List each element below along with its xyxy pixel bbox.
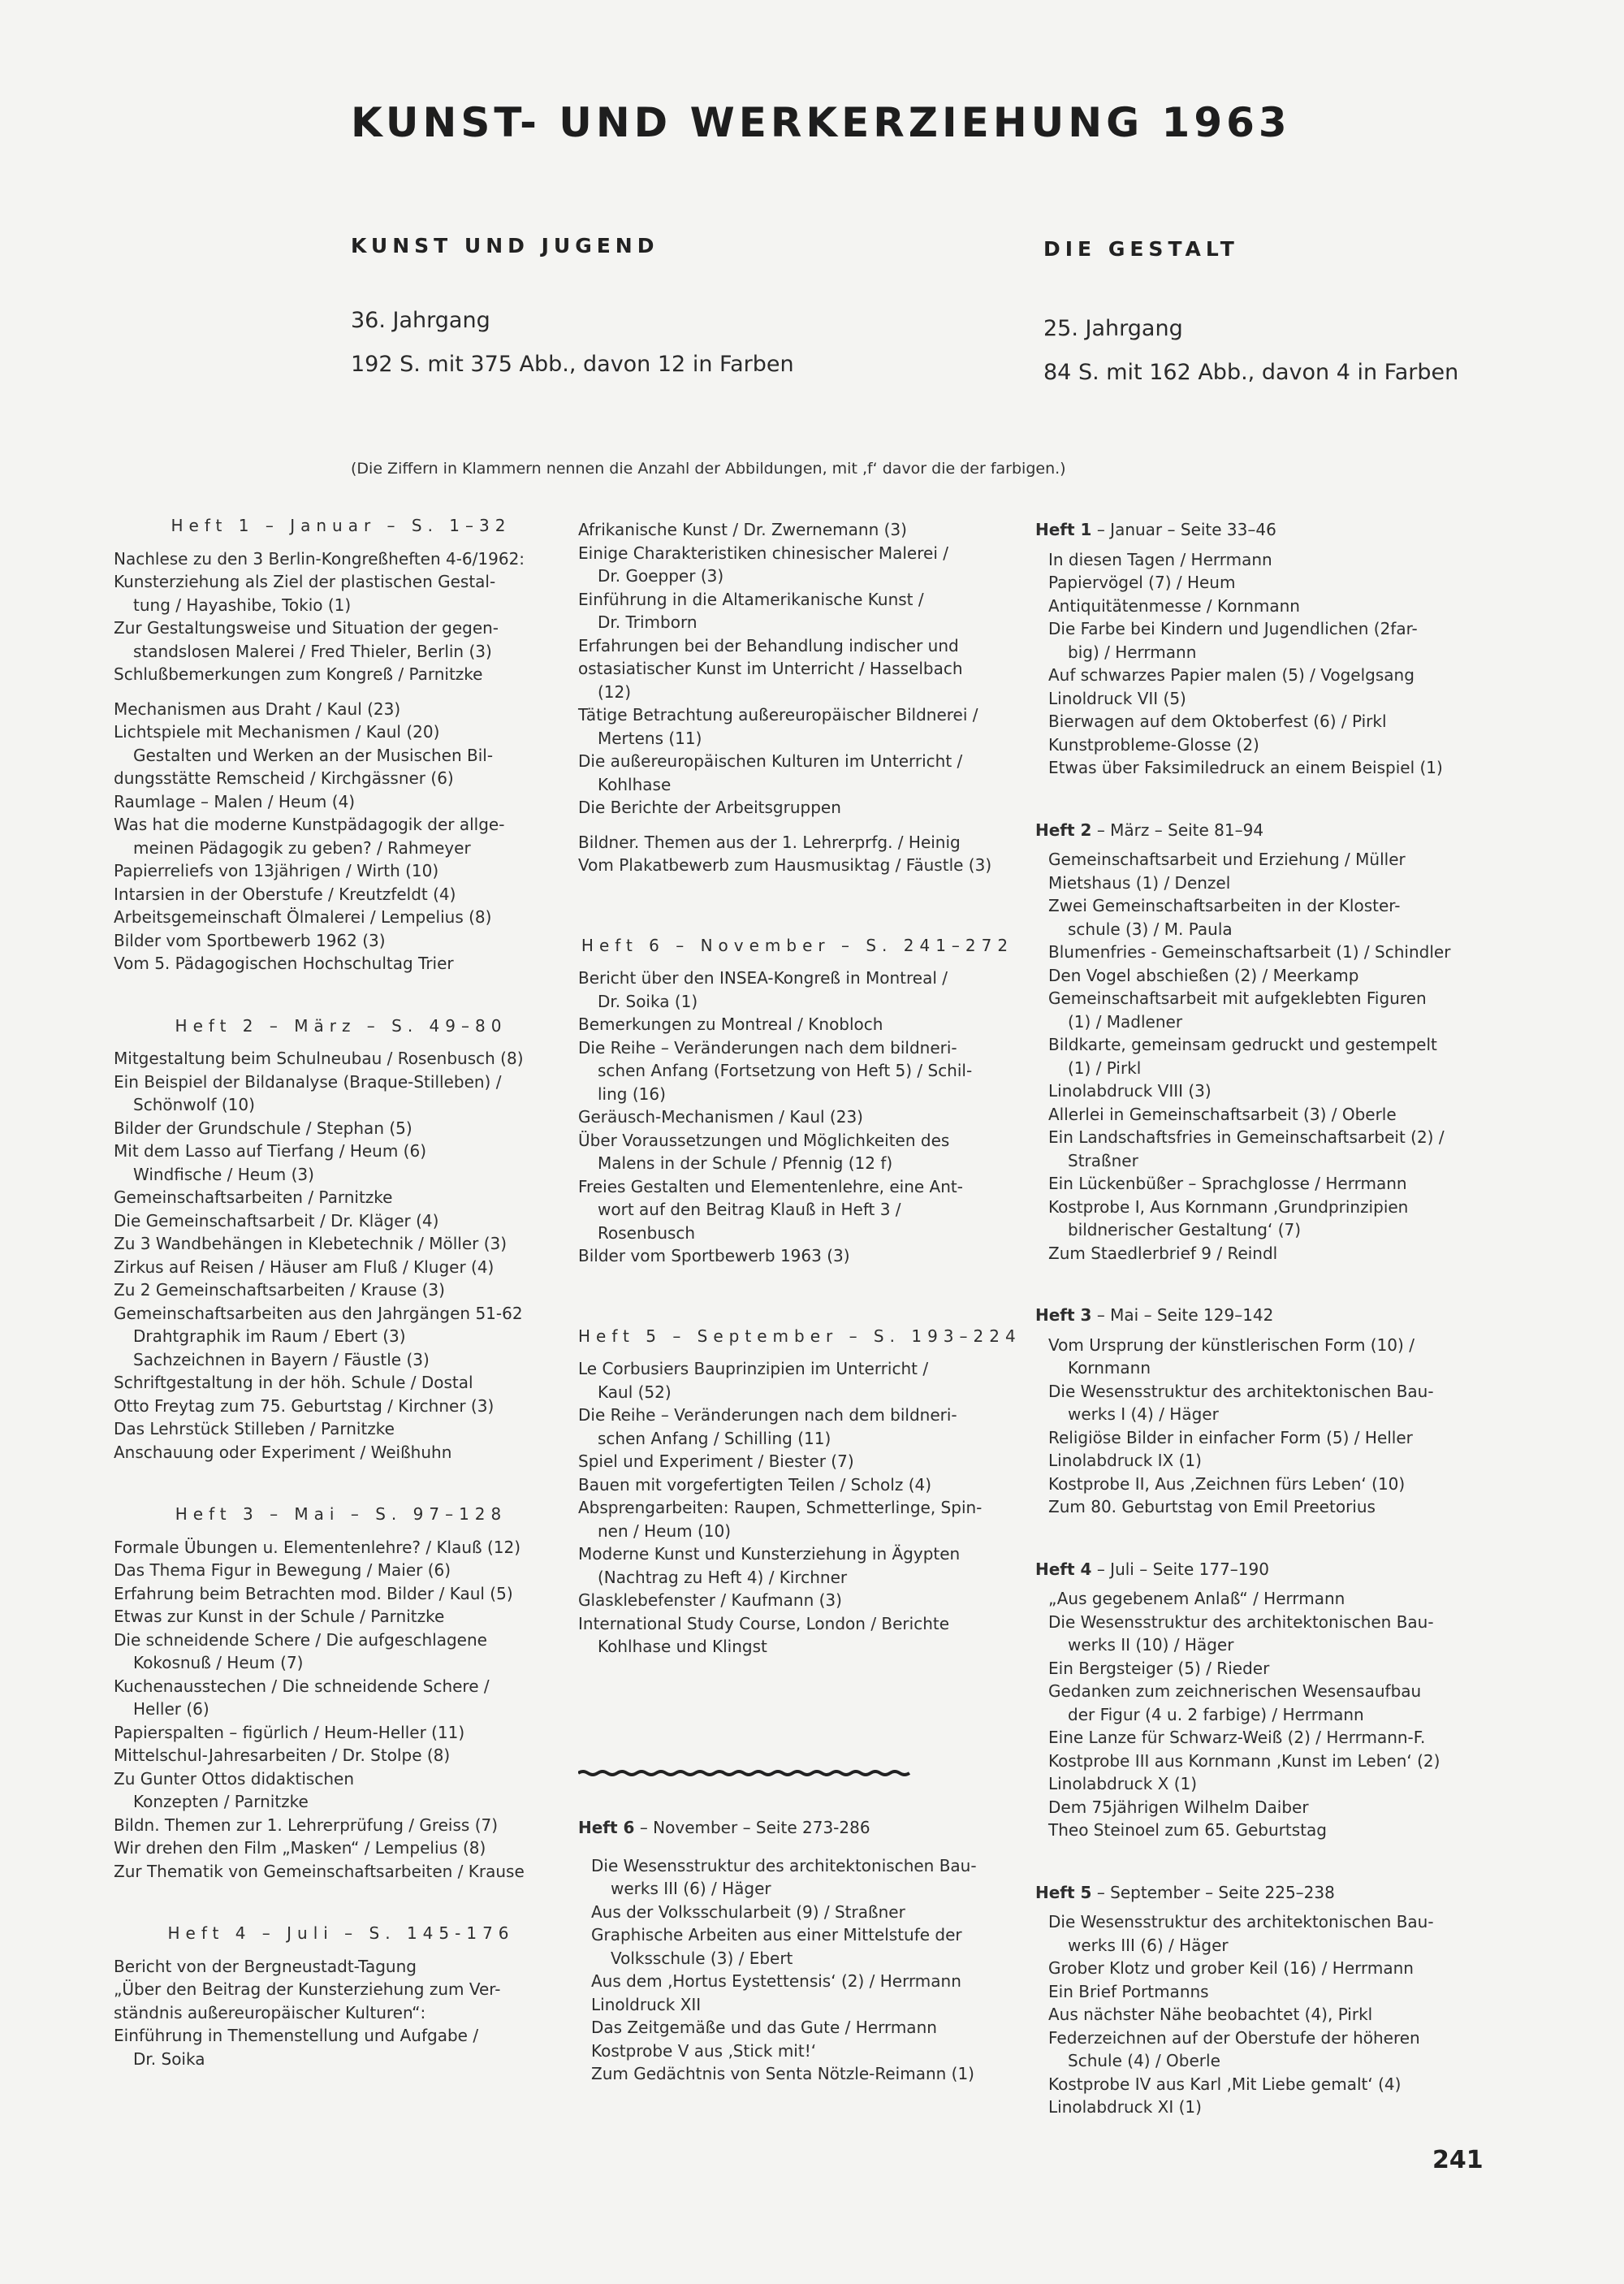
list-item: Vom Ursprung der künstlerischen Form (10) / [1048, 1334, 1415, 1355]
list-item: Aus der Volksschularbeit (9) / Straßner [591, 1901, 905, 1922]
heft5-list [578, 1357, 1017, 1659]
list-item: Raumlage – Malen / Heum (4) [114, 791, 356, 811]
page-number: 241 [1432, 2146, 1484, 2174]
list-item: Bemerkungen zu Montreal / Knobloch [578, 1014, 883, 1034]
list-item: ständnis außereuropäischer Kulturen“: [114, 2002, 426, 2022]
column-3 [1035, 518, 1490, 2119]
list-item: In diesen Tagen / Herrmann [1048, 549, 1272, 569]
list-item: Gedanken zum zeichnerischen Wesensaufbau [1048, 1681, 1422, 1701]
list-item: Tätige Betrachtung außereuropäischer Bildnerei / [578, 705, 978, 725]
list-item: Etwas zur Kunst in der Schule / Parnitzke [114, 1607, 445, 1626]
list-item: Bauen mit vorgefertigten Teilen / Scholz (4) [578, 1474, 932, 1495]
list-item: Ein Bergsteiger (5) / Rieder [1048, 1658, 1270, 1678]
list-item: tung / Hayashibe, Tokio (1) [133, 595, 352, 615]
list-item: Kostprobe I, Aus Kornmann ‚Grundprinzipien [1048, 1196, 1409, 1217]
list-item: Linoldruck VII (5) [1048, 688, 1186, 708]
list-item: Papierreliefs von 13jährigen / Wirth (10) [114, 861, 439, 880]
list-item: Mietshaus (1) / Denzel [1048, 872, 1231, 893]
list-item: Ein Brief Portmanns [1048, 1981, 1209, 2001]
list-item: (Nachtrag zu Heft 4) / Kirchner [598, 1567, 848, 1587]
list-item: Vom 5. Pädagogischen Hochschultag Trier [114, 954, 454, 973]
list-item: Zu 3 Wandbehängen in Klebetechnik / Möller (3) [114, 1234, 508, 1253]
list-item: Windfische / Heum (3) [133, 1164, 314, 1184]
list-item: schule (3) / M. Paula [1068, 919, 1233, 939]
page-title: KUNST- UND WERKERZIEHUNG 1963 [351, 99, 1291, 146]
list-item: Graphische Arbeiten aus einer Mittelstufe der [591, 1925, 962, 1944]
list-item: Kostprobe III aus Kornmann ‚Kunst im Leben‘ (2) [1048, 1750, 1440, 1771]
list-item: Kaul (52) [598, 1382, 672, 1402]
list-item: Zum Gedächtnis von Senta Nötzle-Reimann (1) [591, 2064, 974, 2083]
list-item: Absprengarbeiten: Raupen, Schmetterlinge, Spin- [578, 1498, 983, 1517]
column-2 [578, 518, 1021, 1659]
list-item: Gestalten und Werken an der Musischen Bil- [133, 745, 494, 765]
journal-left-jahrgang: 36. Jahrgang [351, 308, 490, 333]
list-item: Schönwolf (10) [133, 1095, 255, 1114]
list-item: Mertens (11) [598, 728, 702, 748]
list-item: Nachlese zu den 3 Berlin-Kongreßheften 4-6/1962: [114, 548, 525, 569]
h2-list [1035, 848, 1490, 1265]
list-item: Gemeinschaftsarbeit mit aufgeklebten Figuren [1048, 988, 1427, 1008]
list-item: schen Anfang (Fortsetzung von Heft 5) / Schil- [598, 1061, 973, 1080]
list-item: Arbeitsgemeinschaft Ölmalerei / Lempelius (8) [114, 907, 492, 927]
journal-left-info [351, 299, 794, 387]
list-item: Volksschule (3) / Ebert [611, 1948, 793, 1968]
list-item: Die außereuropäischen Kulturen im Unterricht / [578, 751, 963, 771]
list-item: Bilder vom Sportbewerb 1962 (3) [114, 930, 386, 950]
list-item: Formale Übungen u. Elementenlehre? / Klauß (12) [114, 1537, 521, 1557]
list-item: (1) / Pirkl [1068, 1058, 1142, 1078]
list-item: Mitgestaltung beim Schulneubau / Rosenbusch (8) [114, 1049, 524, 1068]
list-item: schen Anfang / Schilling (11) [598, 1428, 831, 1448]
list-item: Dr. Trimborn [598, 612, 698, 632]
list-item: Malens in der Schule / Pfennig (12 f) [598, 1153, 893, 1173]
column-1 [114, 514, 568, 2070]
section-heading: Heft 6 – November – Seite 273-286 [578, 1818, 870, 1837]
list-item: bildnerischer Gestaltung‘ (7) [1068, 1220, 1302, 1239]
section-heading: Heft 5 – September – S. 193–224 [578, 1326, 1021, 1346]
section-heading: Heft 4 – Juli – Seite 177–190 [1035, 1559, 1269, 1579]
list-item: wort auf den Beitrag Klauß in Heft 3 / [598, 1200, 901, 1219]
list-item: Das Zeitgemäße und das Gute / Herrmann [591, 2018, 937, 2037]
list-item: Geräusch-Mechanismen / Kaul (23) [578, 1107, 863, 1127]
list-item: Zum Staedlerbrief 9 / Reindl [1048, 1243, 1278, 1263]
list-item: meinen Pädagogik zu geben? / Rahmeyer [133, 837, 471, 858]
journal-right-info [1043, 307, 1458, 395]
list-item: Auf schwarzes Papier malen (5) / Vogelgsang [1048, 665, 1415, 685]
list-item: Zu Gunter Ottos didaktischen [114, 1768, 355, 1789]
list-item: Die Farbe bei Kindern und Jugendlichen (2far- [1048, 619, 1418, 638]
list-item: Zur Gestaltungsweise und Situation der gegen- [114, 618, 499, 638]
list-item: werks II (10) / Häger [1068, 1635, 1234, 1655]
list-item: Die Reihe – Veränderungen nach dem bildneri- [578, 1405, 957, 1425]
list-item: Bildn. Themen zur 1. Lehrerprüfung / Greiss (7) [114, 1815, 499, 1835]
list-item: Theo Steinoel zum 65. Geburtstag [1048, 1820, 1327, 1840]
abbildungen-note: (Die Ziffern in Klammern nennen die Anzahl der Abbildungen, mit ‚f‘ davor die der farbigen.) [351, 460, 1066, 478]
journal-right-umfang: 84 S. mit 162 Abb., davon 4 in Farben [1043, 360, 1459, 385]
heft6-list [578, 967, 1017, 1268]
list-item: Kohlhase [598, 774, 672, 794]
list-item: Lichtspiele mit Mechanismen / Kaul (20) [114, 722, 440, 742]
list-item: „Aus gegebenem Anlaß“ / Herrmann [1048, 1589, 1345, 1608]
list-item: Afrikanische Kunst / Dr. Zwernemann (3) [578, 520, 907, 539]
list-item: Ein Landschaftsfries in Gemeinschaftsarbeit (2) / [1048, 1127, 1445, 1147]
list-item: (1) / Madlener [1068, 1011, 1183, 1032]
list-item: Kunstprobleme-Glosse (2) [1048, 734, 1259, 755]
list-item: Drahtgraphik im Raum / Ebert (3) [133, 1326, 406, 1346]
heft2-list [114, 1047, 568, 1464]
list-item: Linoldruck XII [591, 1994, 702, 2014]
list-item: Zu 2 Gemeinschaftsarbeiten / Krause (3) [114, 1280, 445, 1300]
list-item: Heller (6) [133, 1699, 209, 1719]
list-item: Freies Gestalten und Elementenlehre, eine Ant- [578, 1176, 963, 1196]
list-item: Den Vogel abschießen (2) / Meerkamp [1048, 965, 1359, 985]
list-item: Intarsien in der Oberstufe / Kreutzfeldt (4) [114, 884, 456, 904]
section-heading: Heft 1 – Januar – S. 1–32 [171, 516, 512, 535]
list-item: Papiervögel (7) / Heum [1048, 573, 1236, 592]
list-item: Die Wesensstruktur des architektonischen Bau- [591, 1855, 977, 1875]
list-item: Aus nächster Nähe beobachtet (4), Pirkl [1048, 2005, 1373, 2024]
list-item: Kunsterziehung als Ziel der plastischen Gestal- [114, 572, 496, 591]
list-item: Dr. Soika [133, 2048, 205, 2069]
journal-left-name: KUNST UND JUGEND [351, 234, 659, 257]
list-item: ling (16) [598, 1084, 666, 1104]
list-item: Erfahrung beim Betrachten mod. Bilder / Kaul (5) [114, 1583, 513, 1603]
list-item: Grober Klotz und grober Keil (16) / Herrmann [1048, 1958, 1414, 1978]
h4-list [1035, 1587, 1490, 1842]
list-item: Konzepten / Parnitzke [133, 1792, 309, 1811]
list-item: Zirkus auf Reisen / Häuser am Fluß / Kluger (4) [114, 1257, 495, 1277]
list-item: big) / Herrmann [1068, 642, 1197, 662]
list-item: Kuchenausstechen / Die schneidende Schere / [114, 1676, 490, 1696]
list-item: Das Thema Figur in Bewegung / Maier (6) [114, 1560, 451, 1580]
list-item: Die Wesensstruktur des architektonischen Bau- [1048, 1611, 1434, 1632]
section-heading: Heft 3 – Mai – S. 97–128 [175, 1504, 508, 1524]
list-item: Le Corbusiers Bauprinzipien im Unterricht / [578, 1359, 929, 1378]
list-item: Einige Charakteristiken chinesischer Malerei / [578, 543, 948, 563]
list-item: Religiöse Bilder in einfacher Form (5) / Heller [1048, 1427, 1413, 1447]
list-item: (12) [598, 681, 632, 702]
list-item: Bildner. Themen aus der 1. Lehrerprfg. / Heinig [578, 832, 961, 852]
list-item: Kostprobe IV aus Karl ‚Mit Liebe gemalt‘ (4) [1048, 2074, 1402, 2094]
list-item: Aus dem ‚Hortus Eystettensis‘ (2) / Herrmann [591, 1971, 961, 1991]
list-item: standslosen Malerei / Fred Thieler, Berlin (3) [133, 641, 492, 661]
list-item: „Über den Beitrag der Kunsterziehung zum Ver- [114, 1979, 501, 1999]
list-item: Straßner [1068, 1150, 1138, 1170]
list-item: Dr. Goepper (3) [598, 566, 724, 586]
gestalt-heft6-list [578, 1854, 1017, 2086]
heft4-list [114, 1955, 568, 2071]
list-item: Die Wesensstruktur des architektonischen Bau- [1048, 1912, 1434, 1931]
list-item: Was hat die moderne Kunstpädagogik der allge- [114, 815, 505, 834]
list-item: Die Gemeinschaftsarbeit / Dr. Kläger (4) [114, 1210, 439, 1231]
heft4-cont-list [578, 518, 1017, 877]
list-item: dungsstätte Remscheid / Kirchgässner (6) [114, 768, 454, 788]
section-heading: Heft 6 – November – S. 241–272 [581, 935, 1014, 955]
list-item: Bilder vom Sportbewerb 1963 (3) [578, 1246, 850, 1265]
list-item: ostasiatischer Kunst im Unterricht / Hasselbach [578, 659, 963, 678]
list-item: Gemeinschaftsarbeit und Erziehung / Müller [1048, 850, 1406, 869]
list-item: Otto Freytag zum 75. Geburtstag / Kirchner (3) [114, 1395, 495, 1416]
list-item: Linolabdruck VIII (3) [1048, 1081, 1212, 1101]
list-item: werks III (6) / Häger [1068, 1935, 1229, 1955]
list-item: Glasklebefenster / Kaufmann (3) [578, 1590, 842, 1610]
list-item: Die Reihe – Veränderungen nach dem bildneri- [578, 1037, 957, 1058]
section-heading: Heft 2 – März – Seite 81–94 [1035, 820, 1264, 840]
list-item: Papierspalten – figürlich / Heum-Heller (11) [114, 1722, 465, 1742]
list-item: Mit dem Lasso auf Tierfang / Heum (6) [114, 1141, 427, 1161]
list-item: Schlußbemerkungen zum Kongreß / Parnitzke [114, 664, 483, 684]
list-item: Erfahrungen bei der Behandlung indischer und [578, 635, 959, 655]
list-item: Mittelschul-Jahresarbeiten / Dr. Stolpe (8) [114, 1745, 451, 1765]
list-item: Die schneidende Schere / Die aufgeschlagene [114, 1629, 487, 1650]
list-item: International Study Course, London / Berichte [578, 1613, 950, 1633]
list-item: Kostprobe V aus ‚Stick mit!‘ [591, 2040, 817, 2061]
list-item: Antiquitätenmesse / Kornmann [1048, 595, 1300, 616]
list-item: werks I (4) / Häger [1068, 1404, 1219, 1424]
list-item: Kohlhase und Klingst [598, 1637, 767, 1656]
h1-list [1035, 548, 1490, 780]
wavy-divider [578, 1769, 913, 1777]
h3-list [1035, 1334, 1490, 1519]
journal-right-name: DIE GESTALT [1043, 237, 1239, 261]
list-item: Anschauung oder Experiment / Weißhuhn [114, 1442, 452, 1462]
list-item: Über Voraussetzungen und Möglichkeiten des [578, 1130, 950, 1150]
gestalt-heft6-block [578, 1816, 1017, 2086]
list-item: Einführung in Themenstellung und Aufgabe / [114, 2026, 479, 2045]
list-item: Etwas über Faksimiledruck an einem Beispiel (1) [1048, 758, 1443, 777]
journal-right-jahrgang: 25. Jahrgang [1043, 316, 1183, 341]
list-item: Ein Lückenbüßer – Sprachglosse / Herrmann [1048, 1174, 1407, 1193]
list-item: Schriftgestaltung in der höh. Schule / Dostal [114, 1373, 473, 1392]
heft3-list [114, 1536, 568, 1884]
list-item: Blumenfries - Gemeinschaftsarbeit (1) / Schindler [1048, 942, 1451, 962]
section-heading: Heft 1 – Januar – Seite 33–46 [1035, 520, 1276, 539]
journal-left-umfang: 192 S. mit 375 Abb., davon 12 in Farben [351, 352, 794, 377]
list-item: Ein Beispiel der Bildanalyse (Braque-Stilleben) / [114, 1071, 502, 1092]
list-item: Mechanismen aus Draht / Kaul (23) [114, 699, 401, 719]
section-heading: Heft 3 – Mai – Seite 129–142 [1035, 1305, 1274, 1325]
list-item: nen / Heum (10) [598, 1521, 732, 1541]
list-item: Bericht von der Bergneustadt-Tagung [114, 1956, 417, 1976]
section-heading: Heft 4 – Juli – S. 145-176 [167, 1923, 515, 1943]
list-item: Federzeichnen auf der Oberstufe der höheren [1048, 2027, 1420, 2048]
list-item: Zur Thematik von Gemeinschaftsarbeiten / Krause [114, 1861, 525, 1881]
list-item: Allerlei in Gemeinschaftsarbeit (3) / Oberle [1048, 1104, 1397, 1124]
list-item: Linolabdruck XI (1) [1048, 2097, 1202, 2117]
h5-list [1035, 1910, 1490, 2119]
list-item: Bierwagen auf dem Oktoberfest (6) / Pirkl [1048, 712, 1387, 731]
section-heading: Heft 2 – März – S. 49–80 [175, 1015, 508, 1036]
list-item: Bildkarte, gemeinsam gedruckt und gestempelt [1048, 1035, 1437, 1054]
list-item: Moderne Kunst und Kunsterziehung in Ägypten [578, 1544, 961, 1564]
list-item: Zwei Gemeinschaftsarbeiten in der Kloster- [1048, 896, 1401, 915]
list-item: Linolabdruck X (1) [1048, 1774, 1198, 1793]
list-item: Kornmann [1068, 1358, 1151, 1378]
list-item: Spiel und Experiment / Biester (7) [578, 1451, 854, 1471]
list-item: Kokosnuß / Heum (7) [133, 1653, 304, 1672]
list-item: Gemeinschaftsarbeiten aus den Jahrgängen 51-62 [114, 1303, 523, 1323]
list-item: Dr. Soika (1) [598, 991, 698, 1011]
heft1-list [114, 547, 568, 975]
list-item: Bericht über den INSEA-Kongreß in Montreal / [578, 968, 948, 988]
list-item: Zum 80. Geburtstag von Emil Preetorius [1048, 1497, 1376, 1516]
list-item: Bilder der Grundschule / Stephan (5) [114, 1118, 412, 1138]
list-item: Sachzeichnen in Bayern / Fäustle (3) [133, 1349, 430, 1369]
section-heading: Heft 5 – September – Seite 225–238 [1035, 1882, 1335, 1902]
list-item: Wir drehen den Film „Masken“ / Lempelius (8) [114, 1838, 486, 1858]
list-item: Rosenbusch [598, 1222, 696, 1243]
list-item: werks III (6) / Häger [611, 1879, 771, 1898]
list-item: Kostprobe II, Aus ‚Zeichnen fürs Leben‘ (10) [1048, 1473, 1406, 1494]
list-item: Gemeinschaftsarbeiten / Parnitzke [114, 1187, 393, 1207]
list-item: Vom Plakatbewerb zum Hausmusiktag / Fäustle (3) [578, 855, 992, 875]
list-item: Linolabdruck IX (1) [1048, 1451, 1202, 1470]
list-item: Die Wesensstruktur des architektonischen Bau- [1048, 1381, 1434, 1401]
list-item: Schule (4) / Oberle [1068, 2051, 1220, 2070]
list-item: der Figur (4 u. 2 farbige) / Herrmann [1068, 1704, 1364, 1724]
list-item: Dem 75jährigen Wilhelm Daiber [1048, 1797, 1309, 1817]
list-item: Einführung in die Altamerikanische Kunst / [578, 589, 924, 609]
list-item: Die Berichte der Arbeitsgruppen [578, 798, 841, 817]
list-item: Das Lehrstück Stilleben / Parnitzke [114, 1419, 395, 1438]
list-item: Eine Lanze für Schwarz-Weiß (2) / Herrmann-F. [1048, 1728, 1426, 1747]
